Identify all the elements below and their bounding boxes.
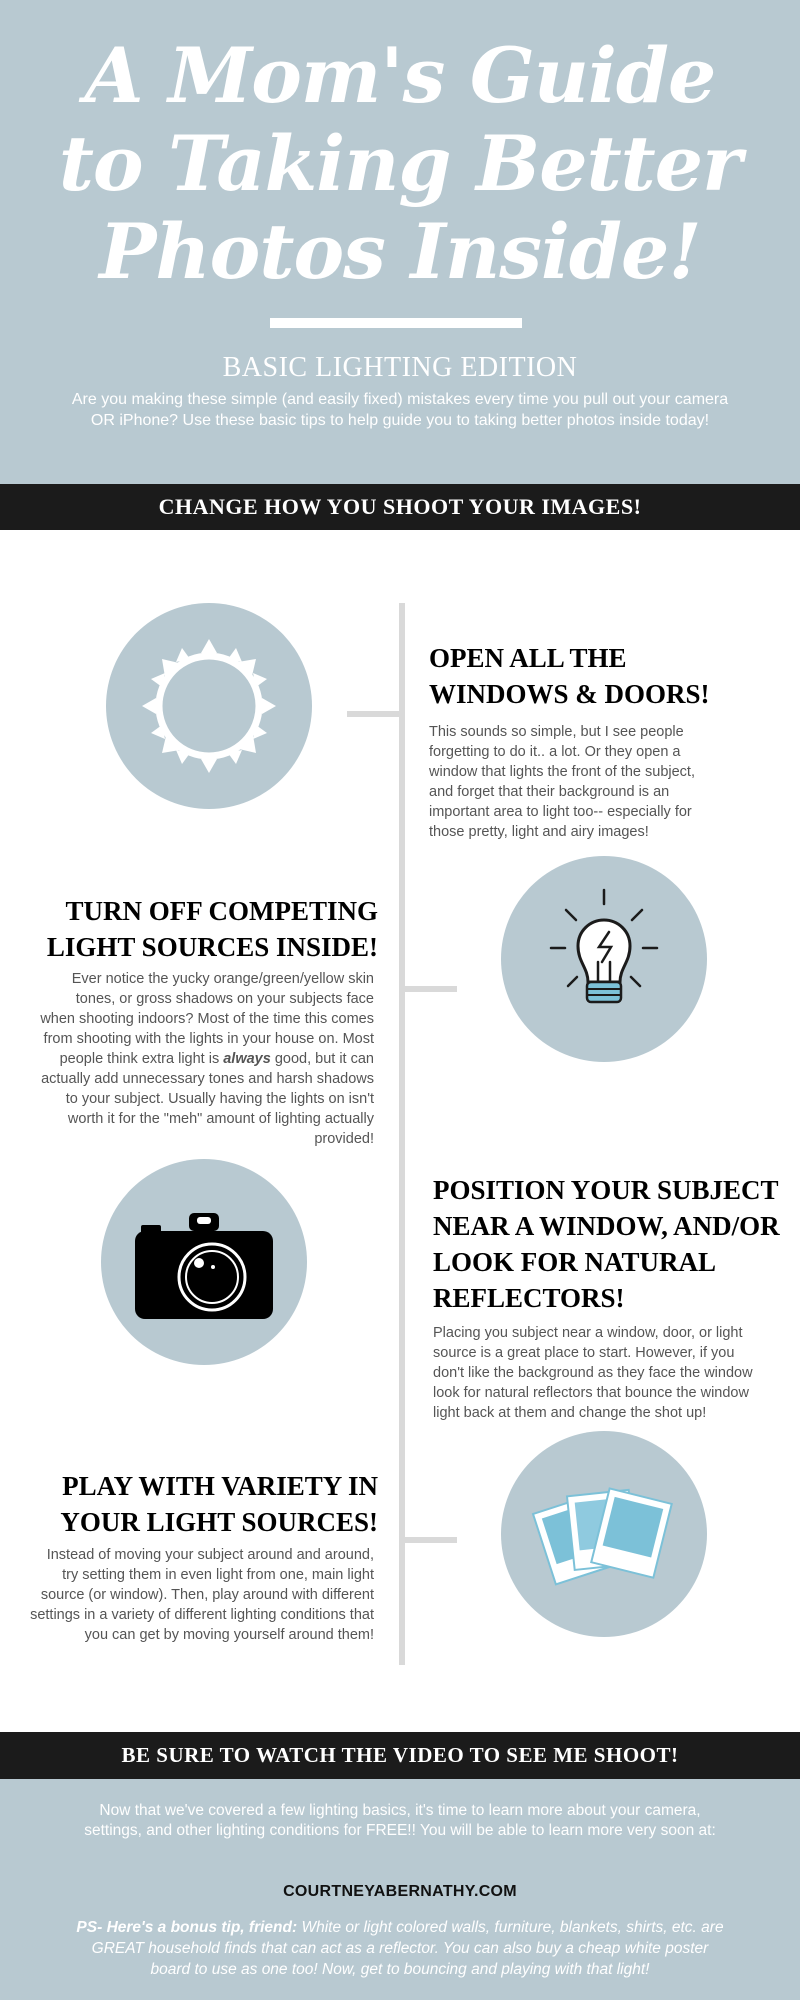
timeline-connector: [405, 1537, 457, 1543]
tip-body: This sounds so simple, but I see people forgetting to do it.. a lot. Or they open a window that lights the front of the subject, and forget that their background is an important area to light too-- especially for those pretty, light and airy images!: [429, 724, 695, 840]
title-divider: [270, 318, 522, 328]
page-title: A Mom's Guide to Taking Better Photos Inside!: [58, 31, 742, 296]
footer-text: Now that we've covered a few lighting basics, it's time to learn more about your camera, settings, and other lighting conditions for FREE!! You will be able to learn more very soon at:: [84, 1802, 716, 1839]
tip-icon-circle: [106, 603, 312, 809]
tip-title: PLAY WITH VARIETY IN YOUR LIGHT SOURCES!: [60, 1471, 378, 1537]
tip-title: TURN OFF COMPETING LIGHT SOURCES INSIDE!: [46, 896, 378, 962]
camera-icon: [129, 1187, 279, 1337]
intro-text: Are you making these simple (and easily fixed) mistakes every time you pull out your camera OR iPhone? Use these basic tips to help guide you to taking better photos inside today!: [71, 391, 729, 429]
section-banner: CHANGE HOW YOU SHOOT YOUR IMAGES!: [0, 484, 800, 530]
photos-icon: [529, 1459, 679, 1609]
tip-icon-circle: [501, 856, 707, 1062]
timeline-connector: [405, 986, 457, 992]
tip-title: POSITION YOUR SUBJECT NEAR A WINDOW, AND/OR LOOK FOR NATURAL REFLECTORS!: [433, 1175, 780, 1313]
tip-icon-circle: [101, 1159, 307, 1365]
website-link[interactable]: COURTNEYABERNATHY.COM: [283, 1883, 517, 1900]
tip-body: Placing you subject near a window, door, or light source is a great place to start. However, if you don't like the background as they face the window look for natural reflectors that bounce the window light back at them and change the shot up!: [433, 1325, 753, 1421]
bonus-tip: PS- Here's a bonus tip, friend: White or light colored walls, furniture, blankets, shirts, etc. are GREAT household finds that can act as a reflector. You can also buy a cheap white poster board to use as one too! Now, get to bouncing and playing with that light!: [76, 1919, 724, 1978]
video-banner: BE SURE TO WATCH THE VIDEO TO SEE ME SHOOT!: [0, 1732, 800, 1779]
lightbulb-icon: [529, 884, 679, 1034]
sun-icon: [134, 631, 284, 781]
page-subtitle: BASIC LIGHTING EDITION: [222, 352, 578, 383]
tip-body: Ever notice the yucky orange/green/yellow skin tones, or gross shadows on your subjects face when shooting indoors? Most of the time this comes from shooting with the lights in your house on. Most people think extra light is always good, but it can actually add unnecessary tones and harsh shadows to your subject. Usually having the lights on isn't worth it for the "meh" amount of lighting actually provided!: [40, 971, 374, 1147]
tip-title: OPEN ALL THE WINDOWS & DOORS!: [429, 643, 710, 709]
tip-body: Instead of moving your subject around and around, try setting them in even light from one, main light source (or window). Then, play around with different settings in a variety of different lighting conditions that you can get by moving yourself around them!: [30, 1547, 374, 1643]
timeline-connector: [347, 711, 399, 717]
timeline-line: [399, 603, 405, 1665]
tip-icon-circle: [501, 1431, 707, 1637]
